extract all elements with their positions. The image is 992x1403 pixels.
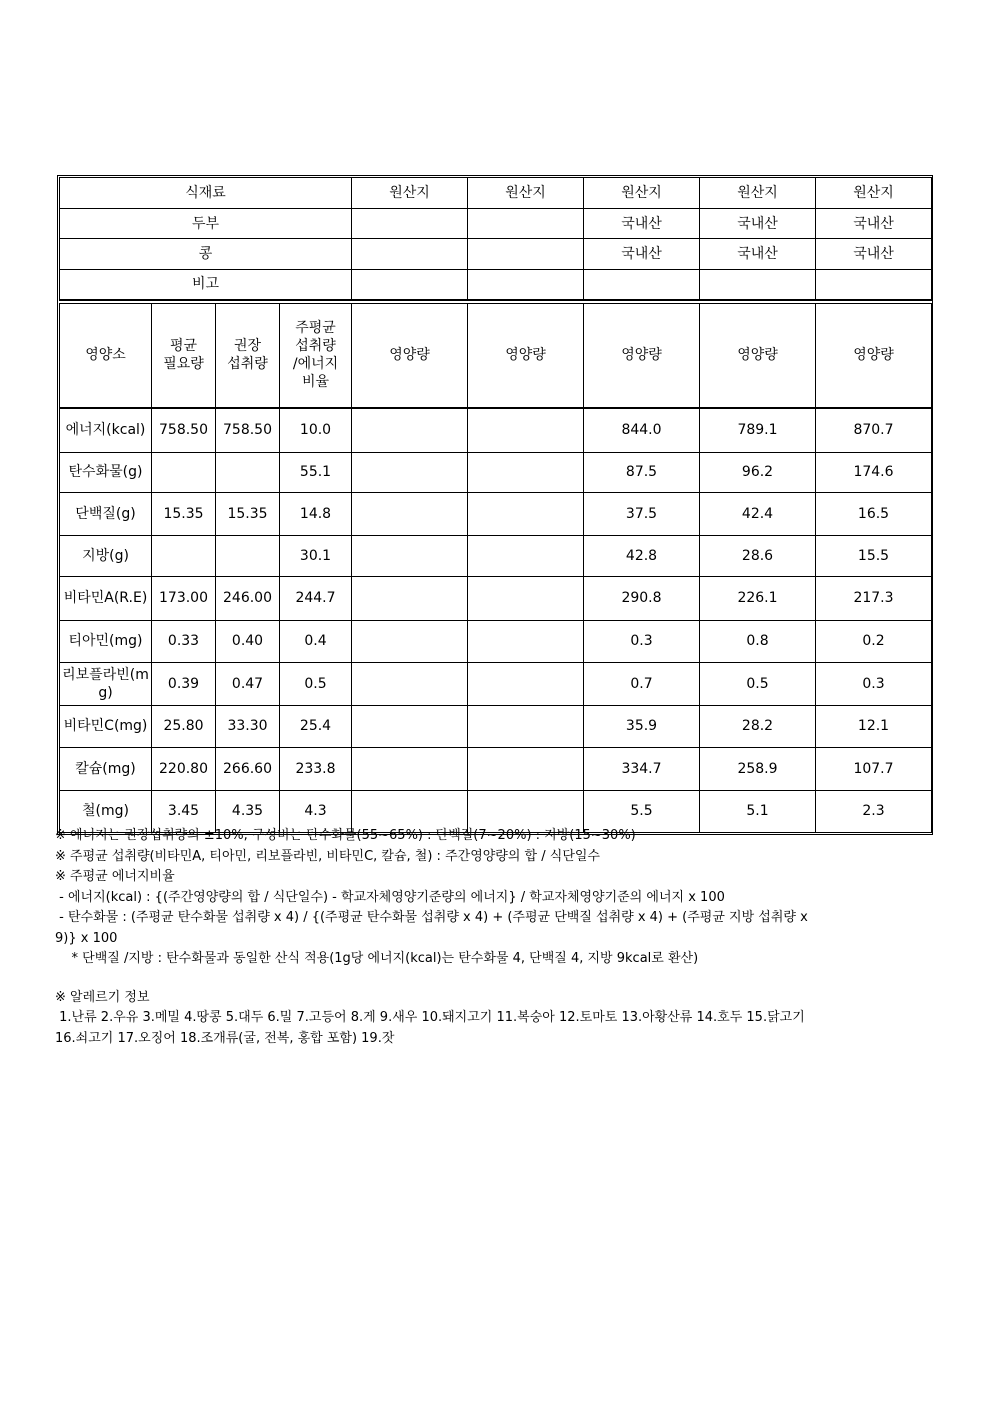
- allergy-list-line-1: 1.난류 2.우유 3.메밀 4.땅콩 5.대두 6.밀 7.고등어 8.게 9.새우 10.돼지고기 11.복숭아 12.토마토 13.아황산류 14.호두 15.닭고기: [55, 1010, 805, 1025]
- nutrition-amount-value: [468, 492, 584, 535]
- nutrient-name: 티아민(mg): [60, 620, 152, 662]
- nutrition-amount-value: 217.3: [816, 576, 932, 620]
- weekly-average-value: 0.5: [280, 662, 352, 705]
- nutrition-amount-value: 35.9: [584, 705, 700, 747]
- energy-ratio-note: ※ 에너지는 권장섭취량의 ±10%, 구성비는 탄수화물(55~65%) : 단백질(7~20%) : 지방(15~30%): [55, 828, 636, 843]
- protein-fat-note: * 단백질 /지방 : 탄수화물과 동일한 산식 적용(1g당 에너지(kcal)는 탄수화물 4, 단백질 4, 지방 9kcal로 환산): [55, 951, 699, 966]
- origin-header: 원산지: [816, 178, 932, 209]
- recommended-intake-value: 0.47: [216, 662, 280, 705]
- weekly-average-value: 14.8: [280, 492, 352, 535]
- nutrition-row: [60, 576, 932, 620]
- nutrient-name: 지방(g): [60, 535, 152, 576]
- recommended-intake-value: 15.35: [216, 492, 280, 535]
- weekly-energy-title: ※ 주평균 에너지비율: [55, 869, 175, 884]
- nutrition-amount-value: 290.8: [584, 576, 700, 620]
- ingredient-row-tofu: [60, 209, 932, 239]
- ingredient-header-label: 식재료: [60, 178, 352, 209]
- nutrition-amount-value: 96.2: [700, 452, 816, 492]
- nutrient-name: 리보플라빈(mg): [60, 662, 152, 705]
- ingredient-name: 비고: [60, 270, 352, 300]
- weekly-average-value: 25.4: [280, 705, 352, 747]
- nutrition-amount-value: 0.7: [584, 662, 700, 705]
- weekly-average-value: 0.4: [280, 620, 352, 662]
- nutrition-amount-value: 28.2: [700, 705, 816, 747]
- nutrition-amount-value: [352, 408, 468, 452]
- weekly-average-value: 4.3: [280, 790, 352, 832]
- ingredient-origin-table: [59, 177, 932, 408]
- recommended-intake-header: 권장 섭취량: [216, 303, 280, 407]
- origin-cell: [468, 270, 584, 300]
- nutrition-row: [60, 662, 932, 705]
- nutrition-amount-value: 15.5: [816, 535, 932, 576]
- nutrition-amount-header: 영양량: [700, 303, 816, 407]
- nutrition-row: [60, 705, 932, 747]
- nutrition-amount-value: 37.5: [584, 492, 700, 535]
- nutrition-amount-value: [468, 747, 584, 790]
- nutrition-amount-header: 영양량: [352, 303, 468, 407]
- origin-cell: [584, 270, 700, 300]
- nutrition-amount-value: 107.7: [816, 747, 932, 790]
- weekly-average-value: 30.1: [280, 535, 352, 576]
- recommended-intake-value: [216, 452, 280, 492]
- nutrition-table: [59, 408, 932, 833]
- origin-cell: 국내산: [816, 209, 932, 239]
- origin-header: 원산지: [468, 178, 584, 209]
- nutrition-row: [60, 535, 932, 576]
- nutrition-amount-value: [352, 705, 468, 747]
- recommended-intake-value: 758.50: [216, 408, 280, 452]
- nutrition-amount-value: [352, 492, 468, 535]
- nutrition-row: [60, 492, 932, 535]
- origin-cell: 국내산: [700, 239, 816, 270]
- nutrient-name: 칼슘(mg): [60, 747, 152, 790]
- origin-cell: 국내산: [584, 239, 700, 270]
- nutrition-amount-value: 2.3: [816, 790, 932, 832]
- nutrition-amount-header: 영양량: [584, 303, 700, 407]
- origin-cell: [352, 270, 468, 300]
- nutrition-amount-value: 16.5: [816, 492, 932, 535]
- nutrition-amount-value: 789.1: [700, 408, 816, 452]
- nutrient-name: 단백질(g): [60, 492, 152, 535]
- origin-cell: 국내산: [816, 239, 932, 270]
- nutrient-name: 에너지(kcal): [60, 408, 152, 452]
- nutrition-amount-value: 174.6: [816, 452, 932, 492]
- carb-formula-line-1: - 탄수화물 : (주평균 탄수화물 섭취량 x 4) / {(주평균 탄수화물 섭취량 x 4) + (주평균 단백질 섭취량 x 4) + (주평균 지방 섭취량 x: [55, 910, 808, 925]
- avg-requirement-value: [152, 452, 216, 492]
- origin-cell: 국내산: [584, 209, 700, 239]
- nutrition-amount-value: 0.3: [816, 662, 932, 705]
- nutrition-amount-value: 12.1: [816, 705, 932, 747]
- recommended-intake-value: 4.35: [216, 790, 280, 832]
- nutrition-row: [60, 408, 932, 452]
- avg-requirement-header: 평균 필요량: [152, 303, 216, 407]
- nutrition-amount-value: [468, 452, 584, 492]
- avg-requirement-value: [152, 535, 216, 576]
- origin-cell: [468, 209, 584, 239]
- ingredient-row-remarks: [60, 270, 932, 300]
- nutrition-amount-value: [352, 620, 468, 662]
- origin-cell: [352, 209, 468, 239]
- nutrition-row: [60, 452, 932, 492]
- weekly-average-value: 244.7: [280, 576, 352, 620]
- carb-formula-line-2: 9)} x 100: [55, 930, 118, 946]
- avg-requirement-value: 0.39: [152, 662, 216, 705]
- nutrition-amount-value: [468, 620, 584, 662]
- ingredient-row-bean: [60, 239, 932, 270]
- nutrient-header: 영양소: [60, 303, 152, 407]
- weekly-average-value: 10.0: [280, 408, 352, 452]
- ingredient-name: 두부: [60, 209, 352, 239]
- origin-header: 원산지: [700, 178, 816, 209]
- weekly-average-value: 55.1: [280, 452, 352, 492]
- nutrition-amount-value: [468, 705, 584, 747]
- recommended-intake-value: 0.40: [216, 620, 280, 662]
- nutrition-header-row: [60, 303, 932, 407]
- energy-formula: - 에너지(kcal) : {(주간영양량의 합 / 식단일수) - 학교자체영양기준량의 에너지} / 학교자체영양기준의 에너지 x 100: [55, 889, 725, 905]
- nutrition-amount-value: 0.5: [700, 662, 816, 705]
- footnotes: [55, 826, 940, 1049]
- nutrition-amount-value: 334.7: [584, 747, 700, 790]
- nutrition-amount-value: [468, 662, 584, 705]
- recommended-intake-value: [216, 535, 280, 576]
- allergy-title: ※ 알레르기 정보: [55, 989, 150, 1005]
- nutrition-amount-value: 28.6: [700, 535, 816, 576]
- weekly-average-header: 주평균 섭취량 /에너지 비율: [280, 303, 352, 407]
- nutrition-amount-value: 226.1: [700, 576, 816, 620]
- nutrition-amount-value: [352, 662, 468, 705]
- avg-requirement-value: 758.50: [152, 408, 216, 452]
- nutrition-amount-value: 0.8: [700, 620, 816, 662]
- nutrition-amount-value: 258.9: [700, 747, 816, 790]
- recommended-intake-value: 246.00: [216, 576, 280, 620]
- nutrition-row: [60, 747, 932, 790]
- avg-requirement-value: 173.00: [152, 576, 216, 620]
- origin-cell: [468, 239, 584, 270]
- nutrient-name: 탄수화물(g): [60, 452, 152, 492]
- avg-requirement-value: 0.33: [152, 620, 216, 662]
- nutrition-amount-header: 영양량: [468, 303, 584, 407]
- nutrition-amount-value: 87.5: [584, 452, 700, 492]
- nutrition-amount-value: [352, 747, 468, 790]
- nutrition-row: [60, 620, 932, 662]
- nutrition-amount-value: [352, 576, 468, 620]
- avg-requirement-value: 3.45: [152, 790, 216, 832]
- nutrition-amount-header: 영양량: [816, 303, 932, 407]
- weekly-average-value: 233.8: [280, 747, 352, 790]
- origin-cell: [352, 239, 468, 270]
- nutrition-amount-value: 0.2: [816, 620, 932, 662]
- nutrition-amount-value: 870.7: [816, 408, 932, 452]
- origin-header: 원산지: [584, 178, 700, 209]
- menu-nutrition-frame: [57, 175, 933, 835]
- nutrition-amount-value: 5.5: [584, 790, 700, 832]
- avg-requirement-value: 25.80: [152, 705, 216, 747]
- recommended-intake-value: 33.30: [216, 705, 280, 747]
- avg-requirement-value: 15.35: [152, 492, 216, 535]
- nutrient-name: 비타민A(R.E): [60, 576, 152, 620]
- origin-header: 원산지: [352, 178, 468, 209]
- nutrition-amount-value: 42.8: [584, 535, 700, 576]
- origin-cell: [700, 270, 816, 300]
- origin-cell: [816, 270, 932, 300]
- nutrition-amount-value: [352, 535, 468, 576]
- nutrient-name: 비타민C(mg): [60, 705, 152, 747]
- ingredient-name: 콩: [60, 239, 352, 270]
- nutrition-amount-value: [352, 452, 468, 492]
- nutrition-amount-value: 844.0: [584, 408, 700, 452]
- nutrition-amount-value: [468, 408, 584, 452]
- origin-cell: 국내산: [700, 209, 816, 239]
- nutrition-amount-value: 5.1: [700, 790, 816, 832]
- allergy-list-line-2: 16.쇠고기 17.오징어 18.조개류(굴, 전복, 홍합 포함) 19.잣: [55, 1030, 395, 1046]
- nutrition-amount-value: [468, 535, 584, 576]
- nutrition-amount-value: [468, 576, 584, 620]
- weekly-intake-note: ※ 주평균 섭취량(비타민A, 티아민, 리보플라빈, 비타민C, 칼슘, 철) : 주간영양량의 합 / 식단일수: [55, 848, 600, 864]
- avg-requirement-value: 220.80: [152, 747, 216, 790]
- nutrition-amount-value: 0.3: [584, 620, 700, 662]
- nutrition-amount-value: 42.4: [700, 492, 816, 535]
- ingredient-header-row: [60, 178, 932, 209]
- recommended-intake-value: 266.60: [216, 747, 280, 790]
- nutrient-name: 철(mg): [60, 790, 152, 832]
